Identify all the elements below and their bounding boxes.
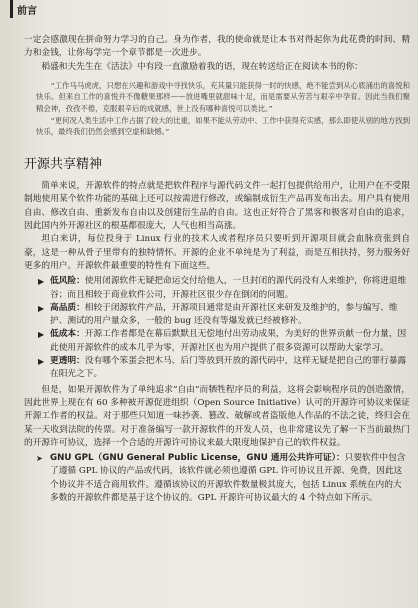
arrow-bullet-icon: ➤ [36,454,43,464]
quote-paragraph-1: “工作马马虎虎，只想在兴趣和游戏中寻找快乐，充其量只能获得一时的快感，绝不能尝到从心底涌出的喜悦和快乐。但来自工作的喜悦并不像糖果那样——放进嘴里就甜味十足，而是需要从劳苦与艰辛中孕育。因此当我们聚精会神，孜孜不倦，克服艰辛后的成就感，世上没有哪种喜悦可以类比。” [36,80,410,114]
body-paragraph-1: 简单来说，开源软件的特点就是把软件程序与源代码文件一起打包提供给用户，让用户在不受限制地使用某个软件功能的基础上还可以按需进行修改，或编制成衍生产品再发布出去。用户具有使用自由、修改自由、重新发布自由以及创建衍生品的自由。这也正好符合了黑客和极客对自由的追求，因此国内外开源社区的根基都很庞大，人气也相当高涨。 [24,181,410,232]
list-item [24,328,410,355]
intro-paragraph-2: 稻盛和夫先生在《活法》中有段一直激励着我的语，现在转送给正在阅读本书的你： [41,61,363,72]
intro-paragraph: 一定会感激现在拼命努力学习的自己。身为作者，我的使命就是让本书对得起你为此花费的时间、精力和金钱，让你每学完一个章节都是一次进步。 [24,35,410,59]
list-item [24,302,410,329]
list-item-text: 没有哪个笨蛋会把木马、后门等放到开放的源代码中，这样无疑是把自己的罪行暴露在阳光之下。 [50,356,407,380]
running-head: 前言 [17,6,37,17]
body-paragraph-2: 坦白来讲，每位投身于 Linux 行业的技术人或者程序员只要听到开源项目就会血脉贲张到自豪，这是一种从骨子里带有的独特情怀。开源的企业不单纯是为了利益，而是互相扶持，努力服务好更多的用户。开源软件最重要的特性有下面这些。 [24,234,410,271]
list-item-text: 使用闭源软件无疑把命运交付给他人，一旦封闭的源代码没有人来维护，你将进退维谷；而且相较于商业软件公司，开源社区很少存在倒闭的问题。 [50,276,407,300]
gpl-text: 只要软件中包含了遵循 GPL 协议的产品或代码，该软件就必须也遵循 GPL 许可协议且开源、免费，因此这个协议并不适合商用软件。遵循该协议的开源软件数量极其庞大，包括 Linux 系统在内的大多数的开源软件都是基于这个协议的。GPL 开源许可协议最大的 4 个特点如下所示。 [50,453,406,503]
list-item [24,275,410,302]
section-title: 开源共享精神 [24,156,103,172]
list-item-term: 高品质： [50,302,85,313]
bullet-icon: ▶ [38,330,45,340]
page-content [24,34,410,505]
list-item-text: 相较于闭源软件产品，开源项目通常是由开源社区来研发及维护的，参与编写、维护、测试的用户量众多，一般的 bug 还没有等爆发就已经被修补。 [50,302,398,327]
list-item-term: 低成本： [50,329,85,340]
feature-list [24,275,410,381]
list-item-text: 开源工作者都是在幕后默默且无偿地付出劳动成果，为美好的世界贡献一份力量，因此使用开源软件的成本几乎为零，开源社区也为用户提供了很多资源可以帮助大家学习。 [50,329,407,353]
list-item-term: 更透明： [50,356,85,367]
list-item-term: 低风险： [50,276,85,287]
body-paragraph-3: 但是，如果开源软件为了单纯追求“自由”而牺牲程序员的利益，这将会影响程序员的创造激情，因此世界上现在有 60 多种被开源促进组织（Open Source Initiative）认可的开源许可协议来保证开源工作者的权益。对于那些只知道一味抄袭、篡改、破解或者盗版他人作品的不法之徒，终归会在某一天收到法院的传票。对于准备编写一款开源软件的开发人员，也非常建议先了解一下当前最热门的开源许可协议，选择一个合适的开源许可协议来最大限度地保护自己的软件权益。 [24,384,410,448]
list-item [24,355,410,382]
quote-block [24,80,410,138]
gpl-item [24,452,410,505]
gpl-label: GNU GPL（GNU General Public License，GNU 通用公共许可证）： [50,453,345,464]
bullet-icon: ▶ [38,277,45,287]
quote-paragraph-2: “更何况人类生活中工作占据了较大的比重，如果不能从劳动中、工作中获得充实感，那么即使从别的地方找到快乐，最终我们仍然会感到空虚和缺憾。” [36,115,410,137]
header-rule [10,0,13,18]
bullet-icon: ▶ [38,303,45,313]
bullet-icon: ▶ [38,357,45,367]
